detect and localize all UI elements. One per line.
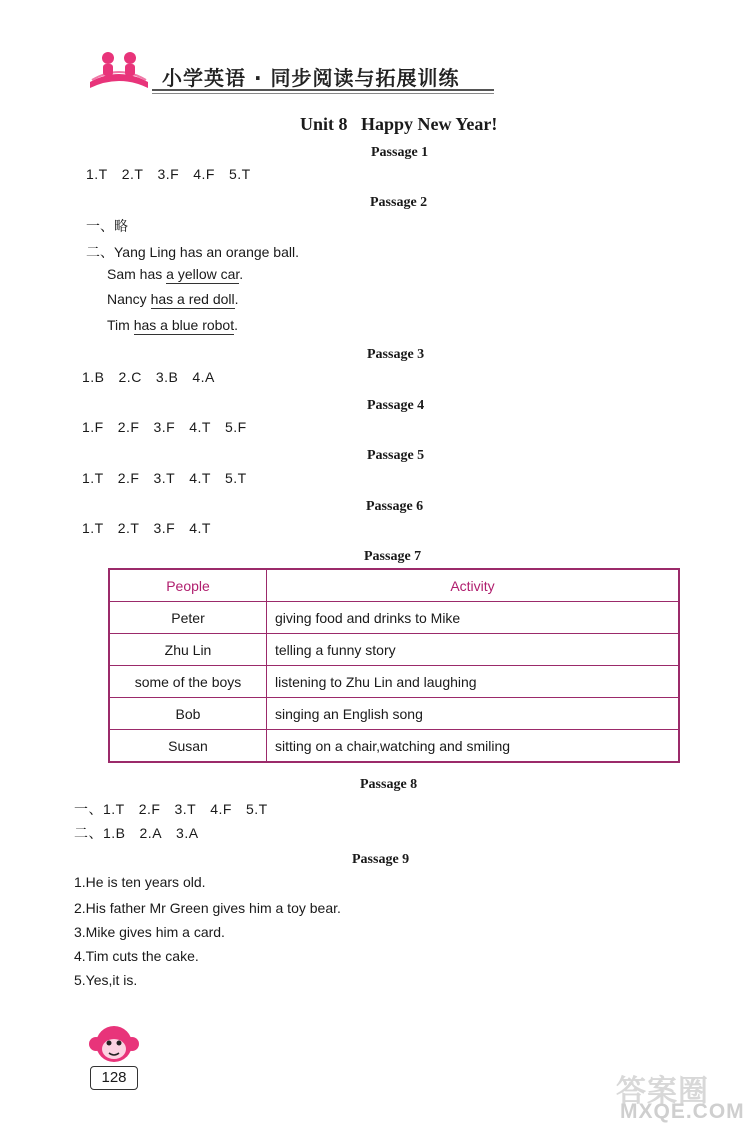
- passage-8-line-2: [74, 823, 213, 843]
- series-title: 小学英语 · 同步阅读与拓展训练: [162, 66, 460, 90]
- passage-8-title: Passage 8: [360, 777, 418, 792]
- passage-3-answers: [82, 369, 229, 385]
- table-row: [109, 602, 679, 634]
- passage-3-title: Passage 3: [367, 347, 425, 362]
- kids-reading-logo-icon: [86, 46, 152, 92]
- part-prefix: 二、: [86, 244, 114, 260]
- passage-5-title: Passage 5: [367, 448, 425, 463]
- answer-item: 3.F: [157, 166, 180, 182]
- passage-4-title: Passage 4: [367, 398, 425, 413]
- people-activity-table: [108, 568, 680, 763]
- table-cell-activity: giving food and drinks to Mike: [267, 602, 680, 634]
- table-cell-person: Peter: [109, 602, 267, 634]
- table-row: [109, 698, 679, 730]
- table-row: [109, 666, 679, 698]
- passage-2-line-4: [107, 317, 238, 333]
- watermark-url: MXQE.COM: [620, 1100, 745, 1123]
- passage-9-answer-5: 5.Yes,it is.: [74, 972, 138, 988]
- sentence-lead: Tim: [107, 317, 134, 333]
- answer-item: 2.F: [117, 419, 140, 435]
- column-header-people: People: [109, 569, 267, 602]
- underlined-answer: has a red doll: [150, 291, 235, 307]
- table-cell-activity: singing an English song: [267, 698, 680, 730]
- passage-5-answers: [82, 470, 261, 486]
- answer-item: 5.T: [224, 470, 247, 486]
- answer-item: 5.T: [245, 801, 268, 817]
- passage-6-answers: [82, 520, 225, 536]
- table-cell-activity: listening to Zhu Lin and laughing: [267, 666, 680, 698]
- table-cell-person: Zhu Lin: [109, 634, 267, 666]
- table-cell-person: Bob: [109, 698, 267, 730]
- sentence-end: .: [234, 317, 238, 333]
- part-prefix: 二、: [74, 825, 103, 841]
- sentence-lead: Nancy: [107, 291, 151, 307]
- underlined-answer: a yellow car: [166, 266, 240, 282]
- answer-item: 2.T: [121, 166, 144, 182]
- monkey-mascot-icon: [88, 1022, 140, 1068]
- passage-2-line-2: [107, 266, 243, 282]
- passage-4-answers: [82, 419, 261, 435]
- passage-1-answers: [86, 166, 265, 182]
- table-cell-activity: telling a funny story: [267, 634, 680, 666]
- passage-2-part1: 一、略: [86, 218, 128, 234]
- answer-item: 4.A: [192, 369, 215, 385]
- part-prefix: 一、: [74, 801, 103, 817]
- passage-9-title: Passage 9: [352, 852, 410, 867]
- table-cell-person: some of the boys: [109, 666, 267, 698]
- answer-item: 4.T: [189, 520, 211, 536]
- answer-item: 1.T: [86, 166, 108, 182]
- passage-2-line-1: [86, 242, 299, 262]
- passage-7-title: Passage 7: [364, 549, 422, 564]
- answer-item: 2.A: [139, 825, 163, 841]
- answer-item: 1.F: [82, 419, 104, 435]
- answer-item: 1.B: [82, 369, 105, 385]
- passage-9-answer-1: 1.He is ten years old.: [74, 874, 206, 890]
- answer-item: 3.F: [153, 419, 176, 435]
- answer-item: 3.B: [155, 369, 179, 385]
- passage-9-answer-4: 4.Tim cuts the cake.: [74, 948, 199, 964]
- underlined-answer: has a blue robot: [133, 317, 235, 333]
- column-header-activity: Activity: [267, 569, 680, 602]
- answer-item: 1.T: [82, 470, 104, 486]
- sentence: Yang Ling has an orange ball.: [114, 244, 299, 260]
- answer-item: 5.F: [224, 419, 247, 435]
- header-rule: [152, 89, 494, 91]
- table-header-row: [109, 569, 679, 602]
- sentence-end: .: [234, 291, 239, 307]
- page-number: 128: [90, 1066, 138, 1090]
- passage-9-answer-3: 3.Mike gives him a card.: [74, 924, 225, 940]
- table-row: [109, 730, 679, 763]
- answer-item: 1.T: [103, 801, 125, 817]
- answer-item: 4.T: [189, 470, 211, 486]
- passage-2-title: Passage 2: [370, 195, 428, 210]
- passage-6-title: Passage 6: [366, 499, 424, 514]
- answer-item: 2.F: [117, 470, 140, 486]
- passage-2-line-3: [107, 291, 239, 307]
- header-rule-thin: [152, 93, 494, 94]
- answer-item: 4.F: [210, 801, 232, 817]
- passage-8-line-1: [74, 799, 282, 819]
- answer-item: 4.T: [189, 419, 211, 435]
- answer-item: 2.T: [117, 520, 140, 536]
- table-cell-person: Susan: [109, 730, 267, 763]
- answer-item: 3.T: [174, 801, 197, 817]
- table-row: [109, 634, 679, 666]
- answer-item: 3.F: [153, 520, 176, 536]
- watermark-text: 答案圈: [616, 1075, 709, 1108]
- answer-item: 3.A: [176, 825, 199, 841]
- answer-item: 3.T: [153, 470, 176, 486]
- answer-item: 5.T: [228, 166, 251, 182]
- table-cell-activity: sitting on a chair,watching and smiling: [267, 730, 680, 763]
- passage-9-answer-2: 2.His father Mr Green gives him a toy bear.: [74, 900, 341, 916]
- answer-item: 2.C: [118, 369, 142, 385]
- answer-item: 1.T: [82, 520, 104, 536]
- passage-1-title: Passage 1: [371, 145, 429, 160]
- unit-title: Unit 8 Happy New Year!: [300, 114, 498, 134]
- sentence-lead: Sam has: [107, 266, 167, 282]
- answer-item: 4.F: [193, 166, 215, 182]
- answer-item: 2.F: [138, 801, 161, 817]
- answer-item: 1.B: [103, 825, 126, 841]
- sentence-end: .: [239, 266, 244, 282]
